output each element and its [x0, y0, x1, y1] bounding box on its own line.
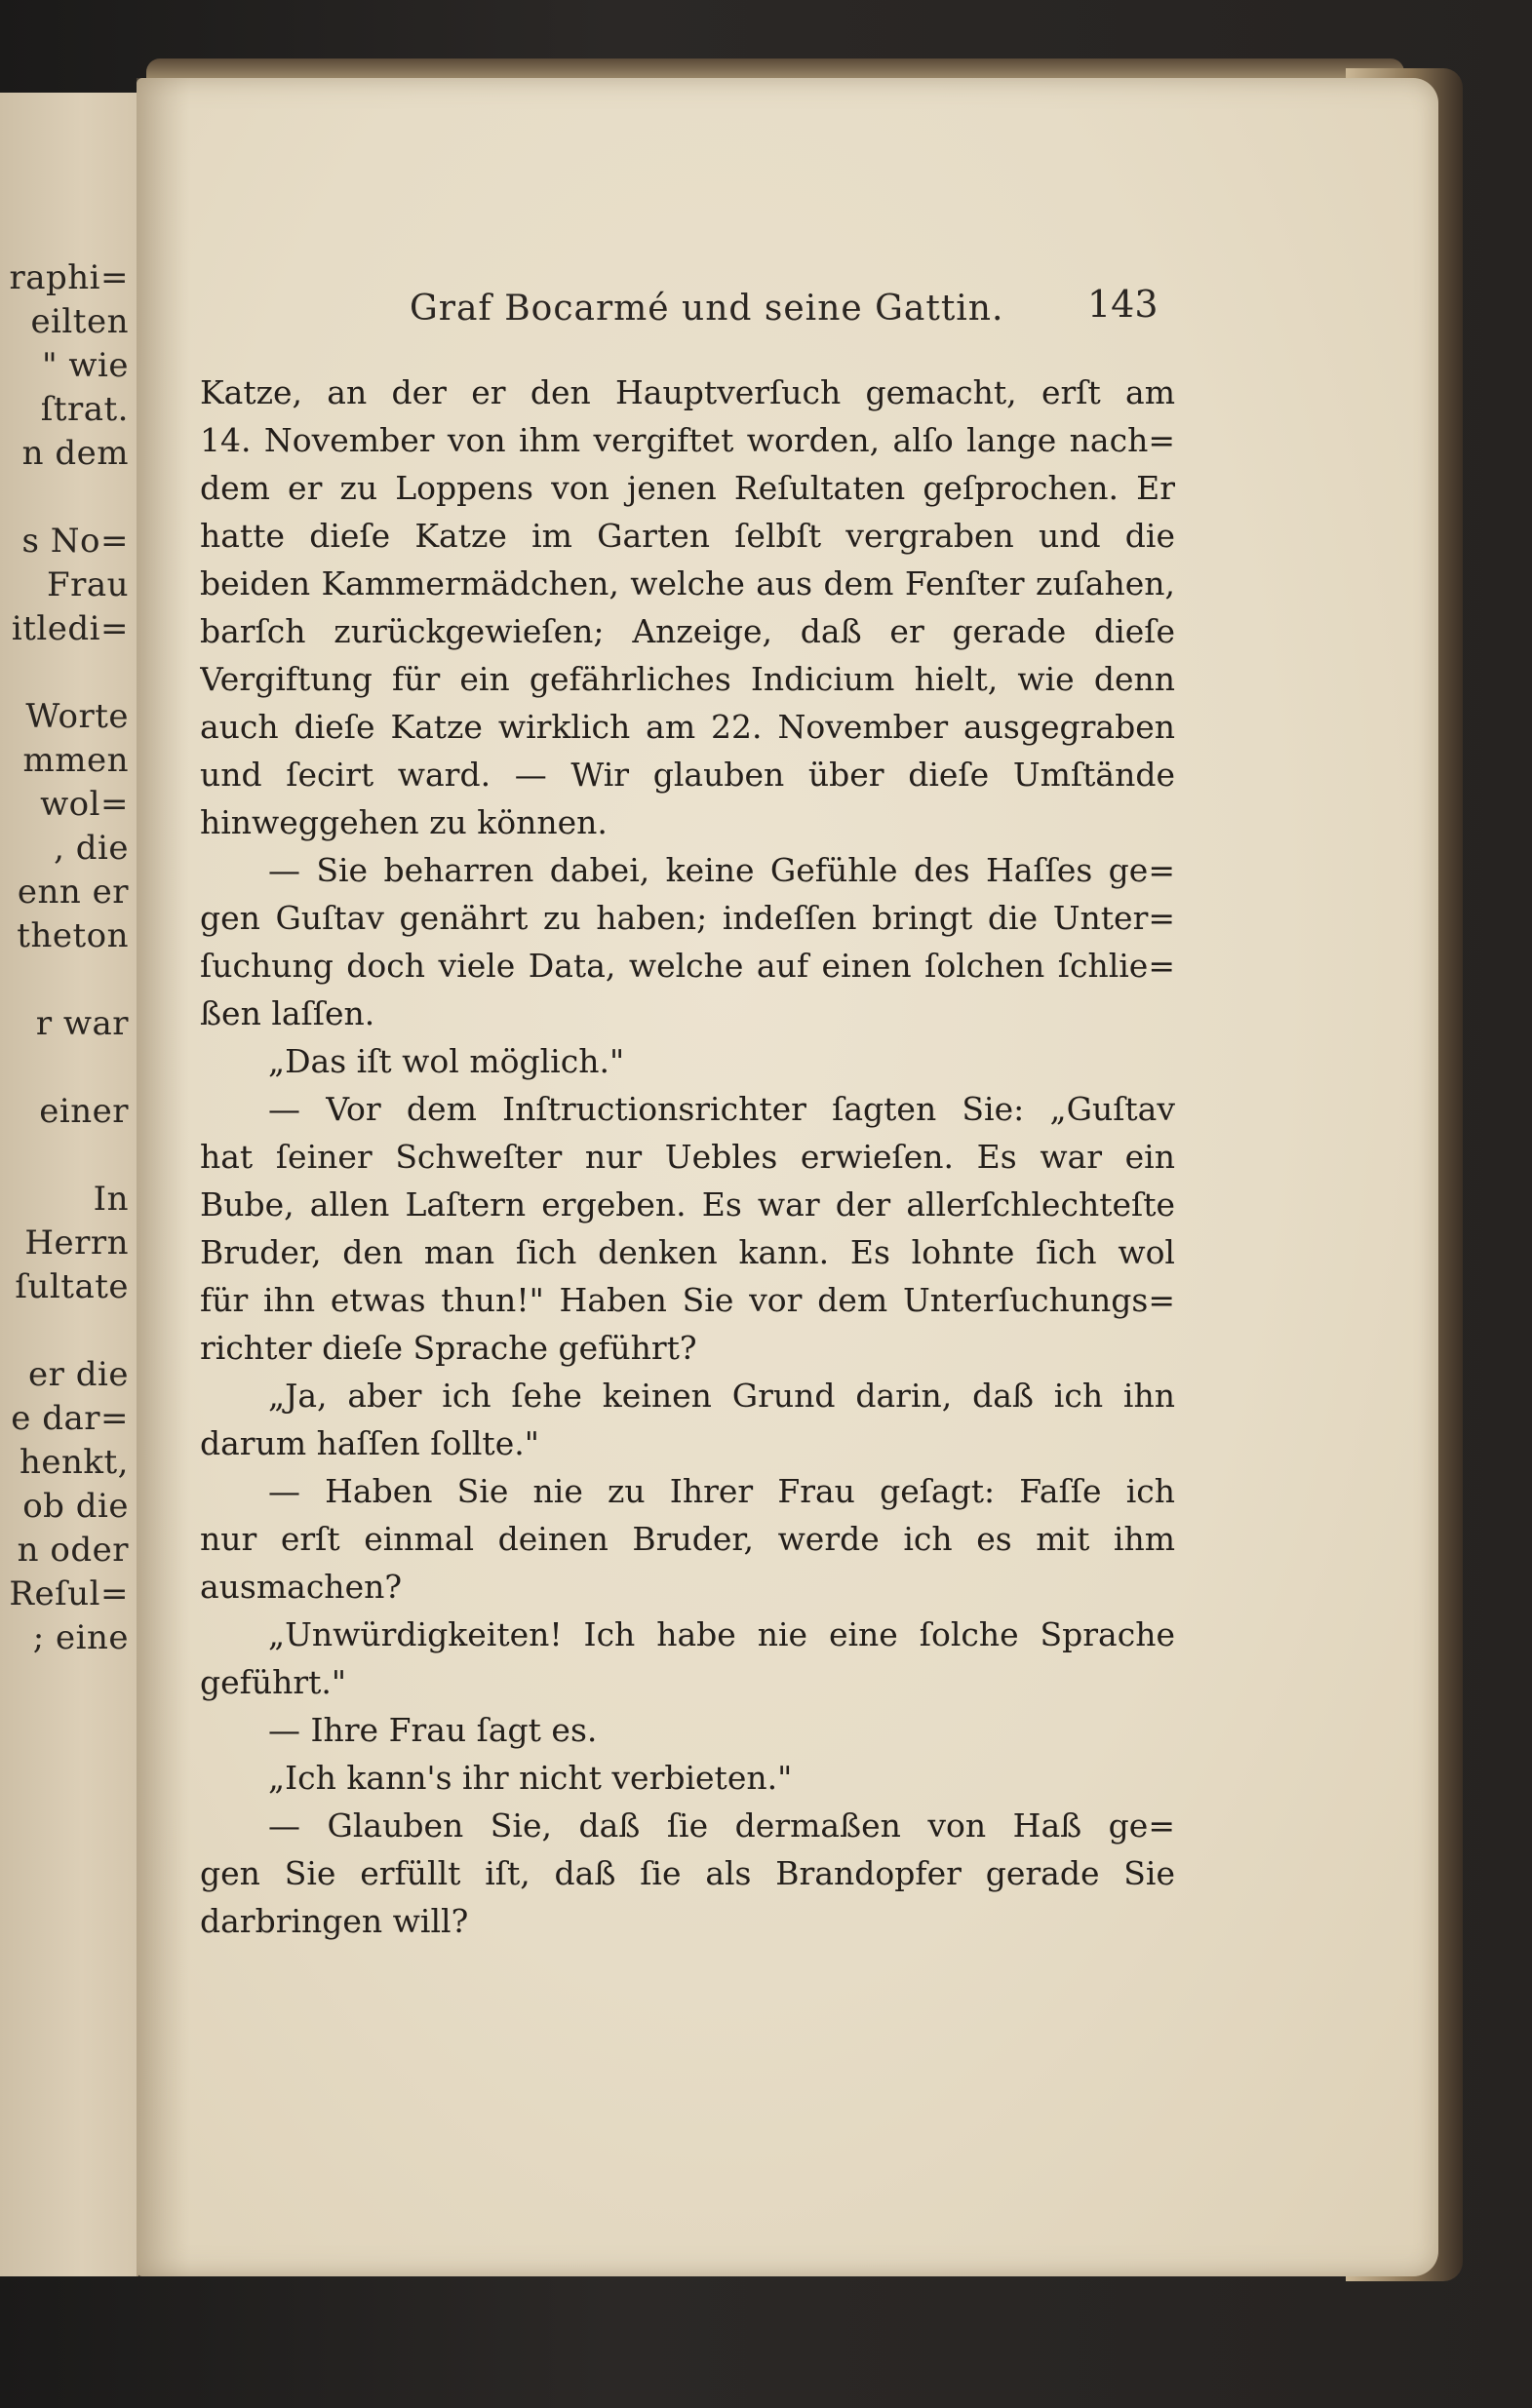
text-line: „Ja, aber ich ſehe keinen Grund darin, daß ich ihn: [268, 1377, 1175, 1415]
text-line: darum haſſen ſollte.": [200, 1424, 539, 1462]
text-line: hinweggehen zu können.: [200, 803, 608, 841]
text-line: ßen laſſen.: [200, 994, 375, 1032]
previous-page-text-fragment: s No=: [21, 522, 129, 561]
text-line: dem er zu Loppens von jenen Reſultaten geſprochen. Er: [200, 469, 1175, 507]
text-line: gen Guſtav genährt zu haben; indeſſen bringt die Unter=: [200, 899, 1175, 937]
previous-page-text-fragment: enn er: [17, 873, 129, 912]
text-line: — Ihre Frau ſagt es.: [268, 1711, 598, 1749]
previous-page-text-fragment: n oder: [17, 1531, 129, 1570]
text-line: „Das iſt wol möglich.": [268, 1042, 625, 1080]
previous-page-text-fragment: ſtrat.: [40, 390, 129, 429]
text-line: Bruder, den man ſich denken kann. Es lohnte ſich wol: [200, 1233, 1175, 1271]
text-line: „Unwürdigkeiten! Ich habe nie eine ſolche Sprache: [268, 1615, 1175, 1653]
text-line: hatte dieſe Katze im Garten ſelbſt vergraben und die: [200, 517, 1175, 555]
text-line: hat ſeiner Schweſter nur Uebles erwieſen. Es war ein: [200, 1138, 1175, 1176]
previous-page-text-fragment: ſultate: [15, 1267, 129, 1306]
previous-page-text-fragment: eilten: [30, 302, 129, 341]
previous-page-text-fragment: mmen: [22, 741, 129, 780]
text-line: 14. November von ihm vergiftet worden, alſo lange nach=: [200, 421, 1175, 459]
previous-page-text-fragment: , die: [54, 829, 129, 868]
previous-page-text-fragment: wol=: [40, 785, 129, 824]
previous-page-text-fragment: " wie: [41, 346, 129, 385]
text-line: darbringen will?: [200, 1902, 469, 1940]
text-line: — Vor dem Inſtructionsrichter ſagten Sie: „Guſtav: [268, 1090, 1175, 1128]
previous-page-text-fragment: In: [93, 1180, 129, 1219]
previous-page-edge: [0, 93, 138, 2276]
previous-page-text-fragment: ; eine: [32, 1618, 129, 1657]
previous-page-text-fragment: henkt,: [20, 1443, 129, 1482]
text-line: auch dieſe Katze wirklich am 22. November ausgegraben: [200, 708, 1175, 746]
text-line: — Sie beharren dabei, keine Gefühle des Haſſes ge=: [268, 851, 1175, 889]
text-line: ſuchung doch viele Data, welche auf einen ſolchen ſchlie=: [200, 947, 1175, 985]
previous-page-text-fragment: er die: [28, 1355, 129, 1394]
previous-page-text-fragment: Worte: [25, 697, 129, 736]
text-line: — Glauben Sie, daß ſie dermaßen von Haß ge=: [268, 1806, 1175, 1845]
body-text: [200, 369, 1175, 1945]
text-line: nur erſt einmal deinen Bruder, werde ich es mit ihm: [200, 1520, 1175, 1558]
text-line: geführt.": [200, 1663, 347, 1701]
previous-page-text-fragment: e dar=: [11, 1399, 129, 1438]
text-line: Katze, an der er den Hauptverſuch gemacht, erſt am: [200, 373, 1175, 411]
text-line: barſch zurückgewieſen; Anzeige, daß er gerade dieſe: [200, 612, 1175, 650]
text-line: richter dieſe Sprache geführt?: [200, 1329, 697, 1367]
previous-page-text-fragment: raphi=: [9, 258, 129, 297]
previous-page-text-fragment: theton: [17, 916, 129, 955]
text-line: für ihn etwas thun!" Haben Sie vor dem Unterſuchungs=: [200, 1281, 1175, 1319]
previous-page-text-fragment: r war: [35, 1004, 129, 1043]
text-line: — Haben Sie nie zu Ihrer Frau geſagt: Faſſe ich: [268, 1472, 1175, 1510]
text-line: beiden Kammermädchen, welche aus dem Fenſter zuſahen,: [200, 564, 1175, 602]
previous-page-text-fragment: n dem: [21, 434, 129, 473]
previous-page-text-fragment: einer: [39, 1092, 129, 1131]
previous-page-text-fragment: Frau: [46, 565, 129, 604]
text-line: ausmachen?: [200, 1568, 403, 1606]
previous-page-text-fragment: Herrn: [24, 1223, 129, 1262]
text-line: und ſecirt ward. — Wir glauben über dieſe Umſtände: [200, 756, 1175, 794]
text-line: gen Sie erfüllt iſt, daß ſie als Brandopfer gerade Sie: [200, 1854, 1175, 1892]
text-line: Bube, allen Laſtern ergeben. Es war der allerſchlechteſte: [200, 1185, 1175, 1223]
previous-page-text-fragment: itledi=: [11, 609, 129, 648]
page-gutter-shadow: [137, 78, 190, 2276]
running-head: Graf Bocarmé und seine Gattin.: [410, 289, 1004, 329]
previous-page-text-fragment: ob die: [22, 1487, 129, 1526]
text-line: Vergiftung für ein gefährliches Indicium hielt, wie denn: [200, 660, 1175, 698]
text-line: „Ich kann's ihr nicht verbieten.": [268, 1759, 793, 1797]
page-number: 143: [1087, 283, 1159, 326]
previous-page-text-fragment: Reſul=: [9, 1574, 129, 1613]
